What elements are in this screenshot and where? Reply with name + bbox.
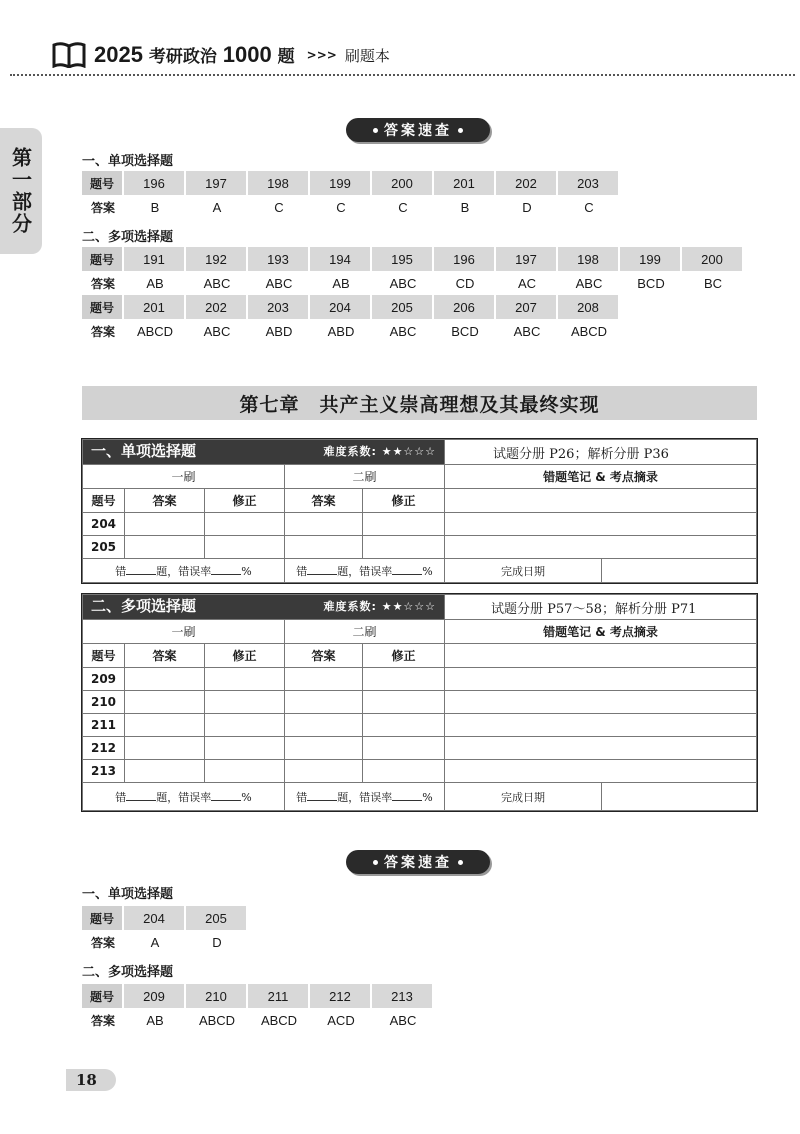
notes-line[interactable] bbox=[445, 691, 757, 714]
difficulty-rating: 难度系数: ★★☆☆☆ bbox=[323, 600, 437, 613]
page-reference: 试题分册 P57～58；解析分册 P71 bbox=[445, 595, 757, 620]
answer-value: C bbox=[336, 199, 346, 215]
empty-cell bbox=[620, 1008, 682, 1032]
empty-cell bbox=[682, 195, 744, 219]
empty-cell bbox=[434, 930, 496, 954]
notes-line[interactable] bbox=[445, 714, 757, 737]
question-number: 203 bbox=[558, 171, 618, 195]
fix-input-second[interactable] bbox=[363, 760, 445, 783]
question-row bbox=[83, 760, 757, 783]
empty-cell bbox=[682, 295, 744, 319]
fix-input-first[interactable] bbox=[205, 691, 285, 714]
answer-value: BC bbox=[703, 275, 723, 291]
completion-date-label: 完成日期 bbox=[445, 783, 602, 810]
error-rate-first[interactable]: 错 题，错误率 % bbox=[83, 559, 285, 583]
side-tab bbox=[0, 128, 42, 254]
answer-value: ABCD bbox=[136, 323, 174, 339]
question-row bbox=[83, 714, 757, 737]
empty-cell bbox=[620, 930, 682, 954]
answer-value: B bbox=[460, 199, 470, 215]
question-number: 210 bbox=[83, 691, 125, 714]
difficulty-rating: 难度系数: ★★☆☆☆ bbox=[323, 445, 437, 458]
table-heading-title: 二、多项选择题 bbox=[91, 597, 197, 615]
question-number: 211 bbox=[248, 984, 308, 1008]
empty-cell bbox=[682, 984, 744, 1008]
answer-value: ABC bbox=[203, 275, 231, 291]
empty-cell bbox=[248, 906, 310, 930]
notes-line[interactable] bbox=[445, 513, 757, 536]
answer-value: B bbox=[150, 199, 160, 215]
question-number: 204 bbox=[83, 513, 125, 536]
empty-cell bbox=[434, 906, 496, 930]
question-number-label: 题号 bbox=[82, 906, 122, 930]
notes-area[interactable] bbox=[445, 489, 757, 513]
notes-line[interactable] bbox=[445, 737, 757, 760]
col-answer-2: 答案 bbox=[285, 489, 363, 513]
header-title-text: 考研政治 bbox=[148, 47, 217, 67]
answer-input-first[interactable] bbox=[125, 513, 205, 536]
answer-input-second[interactable] bbox=[285, 737, 363, 760]
answer-value: ABC bbox=[389, 323, 417, 339]
answer-label: 答案 bbox=[90, 1013, 115, 1028]
question-number: 197 bbox=[496, 247, 556, 271]
page-number: 18 bbox=[66, 1069, 116, 1091]
question-number: 194 bbox=[310, 247, 370, 271]
notes-line[interactable] bbox=[445, 760, 757, 783]
question-number-label: 题号 bbox=[82, 171, 122, 195]
answer-input-second[interactable] bbox=[285, 536, 363, 559]
empty-cell bbox=[496, 906, 558, 930]
empty-cell bbox=[620, 984, 682, 1008]
question-number: 204 bbox=[310, 295, 370, 319]
question-number: 213 bbox=[83, 760, 125, 783]
error-rate-second[interactable]: 错 题，错误率 % bbox=[285, 783, 445, 811]
header-year: 2025 bbox=[94, 42, 143, 67]
question-number: 207 bbox=[496, 295, 556, 319]
question-number: 209 bbox=[83, 668, 125, 691]
answer-value: BCD bbox=[637, 275, 665, 291]
answer-value: A bbox=[150, 934, 160, 950]
question-number: 196 bbox=[124, 171, 184, 195]
notes-label: 错题笔记 & 考点摘录 bbox=[445, 465, 757, 489]
error-rate-second[interactable]: 错 题，错误率 % bbox=[285, 559, 445, 583]
header-title bbox=[94, 42, 295, 68]
empty-cell bbox=[682, 930, 744, 954]
notes-label: 错题笔记 & 考点摘录 bbox=[445, 620, 757, 644]
question-row bbox=[83, 513, 757, 536]
question-number: 191 bbox=[124, 247, 184, 271]
fix-input-first[interactable] bbox=[205, 536, 285, 559]
question-number: 192 bbox=[186, 247, 246, 271]
col-fix: 修正 bbox=[205, 644, 285, 668]
answer-value: ABCD bbox=[260, 1012, 298, 1028]
empty-cell bbox=[682, 319, 744, 343]
single-answer-grid bbox=[82, 171, 744, 219]
empty-cell bbox=[558, 906, 620, 930]
question-number: 200 bbox=[372, 171, 432, 195]
notes-line[interactable] bbox=[445, 536, 757, 559]
answer-input-second[interactable] bbox=[285, 714, 363, 737]
empty-cell bbox=[310, 930, 372, 954]
book-icon bbox=[52, 42, 86, 68]
multi-choice-title: 二、多项选择题 bbox=[82, 230, 174, 245]
fix-input-second[interactable] bbox=[363, 668, 445, 691]
answer-value: A bbox=[212, 199, 222, 215]
answer-value: ABCD bbox=[198, 1012, 236, 1028]
answer-input-first[interactable] bbox=[125, 760, 205, 783]
col-fix-2: 修正 bbox=[363, 644, 445, 668]
table-heading bbox=[83, 440, 445, 465]
question-number: 213 bbox=[372, 984, 432, 1008]
answer-input-first[interactable] bbox=[125, 536, 205, 559]
answer-value: C bbox=[398, 199, 408, 215]
answer-value: AC bbox=[517, 275, 537, 291]
empty-cell bbox=[620, 906, 682, 930]
answer-value: BCD bbox=[451, 323, 479, 339]
answer-value: D bbox=[212, 934, 222, 950]
question-row bbox=[83, 737, 757, 760]
answer-value: ACD bbox=[327, 1012, 355, 1028]
question-number: 193 bbox=[248, 247, 308, 271]
answer-input-first[interactable] bbox=[125, 668, 205, 691]
question-row bbox=[83, 691, 757, 714]
empty-cell bbox=[558, 930, 620, 954]
col-answer: 答案 bbox=[125, 489, 205, 513]
page-header bbox=[52, 40, 390, 70]
record-table-single bbox=[81, 438, 758, 584]
fix-input-second[interactable] bbox=[363, 691, 445, 714]
question-number: 199 bbox=[620, 247, 680, 271]
header-arrows: >>> bbox=[306, 48, 337, 62]
answer-input-second[interactable] bbox=[285, 668, 363, 691]
question-number: 205 bbox=[372, 295, 432, 319]
question-number-label: 题号 bbox=[82, 984, 122, 1008]
question-number-label: 题号 bbox=[82, 295, 122, 319]
quick-answer-banner bbox=[346, 118, 490, 142]
empty-cell bbox=[496, 1008, 558, 1032]
table-heading-title: 一、单项选择题 bbox=[91, 442, 197, 460]
fix-input-first[interactable] bbox=[205, 513, 285, 536]
question-row bbox=[83, 668, 757, 691]
fix-input-second[interactable] bbox=[363, 513, 445, 536]
answer-input-second[interactable] bbox=[285, 513, 363, 536]
empty-cell bbox=[372, 906, 434, 930]
question-number: 206 bbox=[434, 295, 494, 319]
notes-area[interactable] bbox=[445, 644, 757, 668]
notes-line[interactable] bbox=[445, 668, 757, 691]
fix-input-first[interactable] bbox=[205, 760, 285, 783]
completion-date-label: 完成日期 bbox=[445, 559, 602, 582]
second-round-label: 二刷 bbox=[285, 465, 445, 489]
answer-label: 答案 bbox=[90, 276, 115, 291]
page-reference: 试题分册 P26；解析分册 P36 bbox=[445, 440, 757, 465]
question-number: 201 bbox=[124, 295, 184, 319]
question-number: 199 bbox=[310, 171, 370, 195]
question-number: 200 bbox=[682, 247, 742, 271]
answer-value: C bbox=[274, 199, 284, 215]
chapter-title: 第七章 共产主义崇高理想及其最终实现 bbox=[82, 386, 757, 420]
question-number-label: 题号 bbox=[82, 247, 122, 271]
question-number: 198 bbox=[248, 171, 308, 195]
fix-input-first[interactable] bbox=[205, 737, 285, 760]
answer-value: AB bbox=[146, 275, 164, 291]
answer-input-first[interactable] bbox=[125, 714, 205, 737]
answer-value: ABC bbox=[265, 275, 293, 291]
fix-input-first[interactable] bbox=[205, 668, 285, 691]
single-choice-title: 一、单项选择题 bbox=[82, 154, 174, 169]
empty-cell bbox=[620, 171, 682, 195]
first-round-label: 一刷 bbox=[83, 465, 285, 489]
quick-answer-banner-2 bbox=[346, 850, 490, 874]
empty-cell bbox=[496, 984, 558, 1008]
first-round-label: 一刷 bbox=[83, 620, 285, 644]
answer-input-second[interactable] bbox=[285, 691, 363, 714]
col-fix-2: 修正 bbox=[363, 489, 445, 513]
answer-value: ABC bbox=[513, 323, 541, 339]
single-answer-grid-2 bbox=[82, 906, 744, 954]
multi-choice-title-2: 二、多项选择题 bbox=[82, 965, 174, 980]
question-number: 202 bbox=[186, 295, 246, 319]
record-table-multi bbox=[81, 593, 758, 812]
question-number: 204 bbox=[124, 906, 184, 930]
empty-cell bbox=[620, 295, 682, 319]
answer-value: ABC bbox=[575, 275, 603, 291]
col-answer-2: 答案 bbox=[285, 644, 363, 668]
question-row bbox=[83, 536, 757, 559]
answer-value: ABCD bbox=[570, 323, 608, 339]
empty-cell bbox=[248, 930, 310, 954]
answer-value: ABD bbox=[265, 323, 293, 339]
multi-answer-grid bbox=[82, 247, 744, 343]
empty-cell bbox=[558, 1008, 620, 1032]
answer-value: ABC bbox=[389, 1012, 417, 1028]
empty-cell bbox=[682, 906, 744, 930]
question-number: 211 bbox=[83, 714, 125, 737]
answer-input-first[interactable] bbox=[125, 691, 205, 714]
answer-value: D bbox=[522, 199, 532, 215]
empty-cell bbox=[372, 930, 434, 954]
empty-cell bbox=[434, 984, 496, 1008]
empty-cell bbox=[434, 1008, 496, 1032]
answer-value: ABC bbox=[203, 323, 231, 339]
multi-answer-grid-2 bbox=[82, 984, 744, 1032]
answer-value: AB bbox=[146, 1012, 164, 1028]
error-rate-first[interactable]: 错 题，错误率 % bbox=[83, 783, 285, 811]
empty-cell bbox=[310, 906, 372, 930]
answer-label: 答案 bbox=[90, 324, 115, 339]
answer-value: CD bbox=[455, 275, 475, 291]
empty-cell bbox=[620, 195, 682, 219]
question-number: 198 bbox=[558, 247, 618, 271]
second-round-label: 二刷 bbox=[285, 620, 445, 644]
question-number: 212 bbox=[83, 737, 125, 760]
answer-input-second[interactable] bbox=[285, 760, 363, 783]
question-number: 202 bbox=[496, 171, 556, 195]
empty-cell bbox=[620, 319, 682, 343]
side-tab-label: 第一部分 bbox=[8, 147, 33, 235]
fix-input-first[interactable] bbox=[205, 714, 285, 737]
question-number: 197 bbox=[186, 171, 246, 195]
col-question: 题号 bbox=[83, 489, 125, 513]
empty-cell bbox=[558, 984, 620, 1008]
answer-input-first[interactable] bbox=[125, 737, 205, 760]
col-question: 题号 bbox=[83, 644, 125, 668]
col-answer: 答案 bbox=[125, 644, 205, 668]
answer-label: 答案 bbox=[90, 935, 115, 950]
answer-value: ABC bbox=[389, 275, 417, 291]
question-number: 195 bbox=[372, 247, 432, 271]
single-choice-title-2: 一、单项选择题 bbox=[82, 887, 174, 902]
answer-value: C bbox=[584, 199, 594, 215]
question-number: 201 bbox=[434, 171, 494, 195]
empty-cell bbox=[496, 930, 558, 954]
question-number: 212 bbox=[310, 984, 370, 1008]
header-divider bbox=[10, 74, 795, 76]
answer-value: ABD bbox=[327, 323, 355, 339]
answer-value: AB bbox=[332, 275, 350, 291]
question-number: 205 bbox=[186, 906, 246, 930]
question-number: 208 bbox=[558, 295, 618, 319]
completion-date-cell[interactable] bbox=[445, 783, 757, 811]
question-number: 209 bbox=[124, 984, 184, 1008]
completion-date-cell[interactable] bbox=[445, 559, 757, 583]
quick-answer-banner-text: 答案速查 bbox=[384, 123, 452, 139]
header-ti: 题 bbox=[277, 47, 295, 67]
col-fix: 修正 bbox=[205, 489, 285, 513]
question-number: 205 bbox=[83, 536, 125, 559]
header-num: 1000 bbox=[222, 42, 272, 67]
question-number: 203 bbox=[248, 295, 308, 319]
table-heading bbox=[83, 595, 445, 620]
quick-answer-banner-text-2: 答案速查 bbox=[384, 855, 452, 871]
question-number: 210 bbox=[186, 984, 246, 1008]
question-number: 196 bbox=[434, 247, 494, 271]
empty-cell bbox=[682, 171, 744, 195]
fix-input-second[interactable] bbox=[363, 737, 445, 760]
fix-input-second[interactable] bbox=[363, 714, 445, 737]
answer-label: 答案 bbox=[90, 200, 115, 215]
header-subtitle: 刷题本 bbox=[344, 46, 390, 65]
empty-cell bbox=[682, 1008, 744, 1032]
fix-input-second[interactable] bbox=[363, 536, 445, 559]
